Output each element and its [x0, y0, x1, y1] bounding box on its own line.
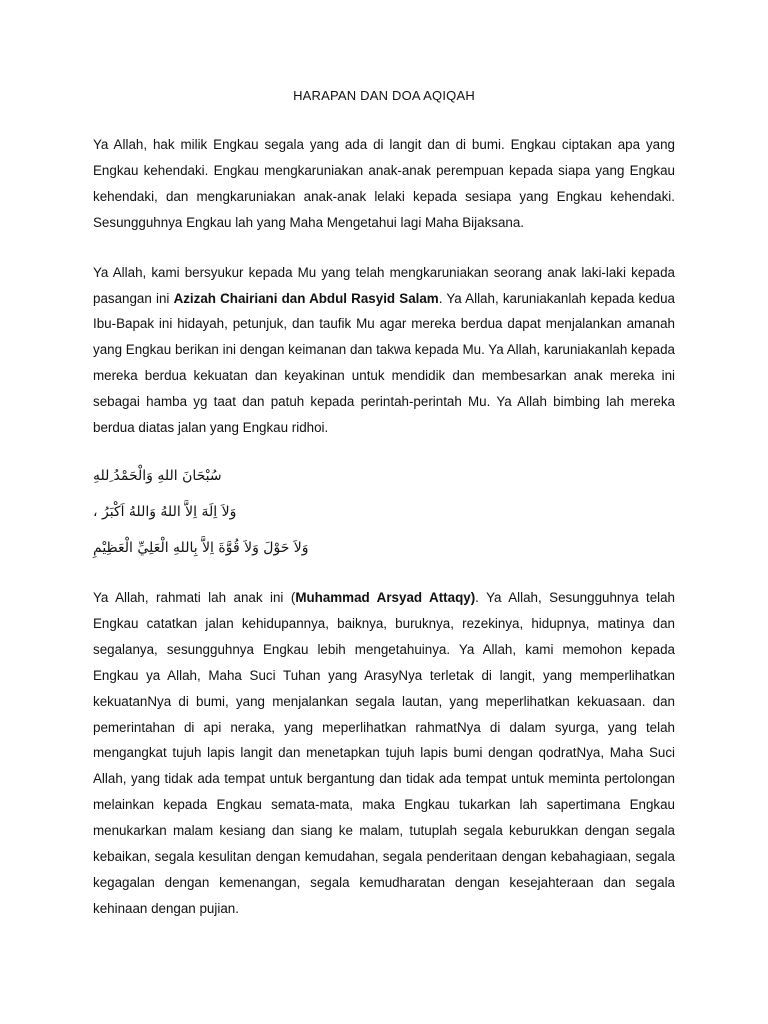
paragraph-1: Ya Allah, hak milik Engkau segala yang ada di langit dan di bumi. Engkau ciptakan apa yang Engkau kehendaki. Engkau mengkaruniakan anak-anak perempuan kepada siapa yang Engkau kehendaki, dan mengkaruniakan anak-anak lelaki kepada sesiapa yang Engkau kehendaki. Sesungguhnya Engkau lah yang Maha Mengetahui lagi Maha Bijaksana.	[93, 137, 675, 230]
paragraph-2	[93, 260, 675, 441]
paragraph-3-text-before: Ya Allah, rahmati lah anak ini (	[93, 589, 296, 605]
child-name: Muhammad Arsyad Attaqy)	[295, 589, 476, 605]
paragraph-2-text-after: . Ya Allah, karuniakanlah kepada kedua Ibu-Bapak ini hidayah, petunjuk, dan taufik Mu agar mereka berdua dapat menjalankan amanah yang Engkau berikan ini dengan keimanan dan takwa kepada Mu. Ya Allah, karuniakanlah kepada mereka berdua kekuatan dan keyakinan untuk mendidik dan membesarkan anak mereka ini sebagai hamba yg taat dan patuh kepada perintah-perintah Mu. Ya Allah bimbing lah mereka berdua diatas jalan yang Engkau ridhoi.	[93, 290, 675, 436]
paragraph-3	[93, 585, 675, 922]
parents-names: Azizah Chairiani dan Abdul Rasyid Salam	[173, 290, 439, 306]
arabic-line-2: وَلاَ اِلَهَ اِلاَّ اللهُ وَاللهُ اَكْبَرُ ،	[93, 503, 237, 520]
arabic-line-1: سُبْحَانَ اللهِ وَالْحَمْدُ ِللهِ	[93, 467, 222, 484]
arabic-line-3: وَلاَ حَوْلَ وَلاَ قُوَّةَ اِلاَّ بِاللهِ الْعَلِيِّ الْعَظِيْمِ	[93, 539, 309, 556]
document-title: HARAPAN DAN DOA AQIQAH	[293, 88, 475, 103]
paragraph-3-text-after: . Ya Allah, Sesungguhnya telah Engkau catatkan jalan kehidupannya, baiknya, buruknya, rezekinya, hidupnya, matinya dan segalanya, sesungguhnya Engkau lebih mengetahuinya. Ya Allah, kami memohon kepada Engkau ya Allah, Maha Suci Tuhan yang ArasyNya terletak di langit, yang memperlihatkan kekuatanNya di bumi, yang menjalankan segala lautan, yang meperlihatkan kekuasaan. dan pemerintahan di api neraka, yang meperlihatkan rahmatNya di dalam syurga, yang telah mengangkat tujuh lapis langit dan menetapkan tujuh lapis bumi dengan qodratNya, Maha Suci Allah, yang tidak ada tempat untuk bergantung dan tidak ada tempat untuk meminta pertolongan melainkan kepada Engkau semata-mata, maka Engkau tukarkan lah sapertimana Engkau menukarkan malam kesiang dan siang ke malam, tutuplah segala keburukkan dengan segala kebaikan, segala kesulitan dengan kemudahan, segala penderitaan dengan kebahagiaan, segala kegagalan dengan kemenangan, segala kemudharatan dengan kesejahteraan dan segala kehinaan dengan pujian.	[93, 589, 676, 916]
paragraph-2-text-before: Ya Allah, kami bersyukur kepada Mu yang telah mengkaruniakan seorang anak laki-laki kepada pasangan ini	[93, 264, 675, 306]
